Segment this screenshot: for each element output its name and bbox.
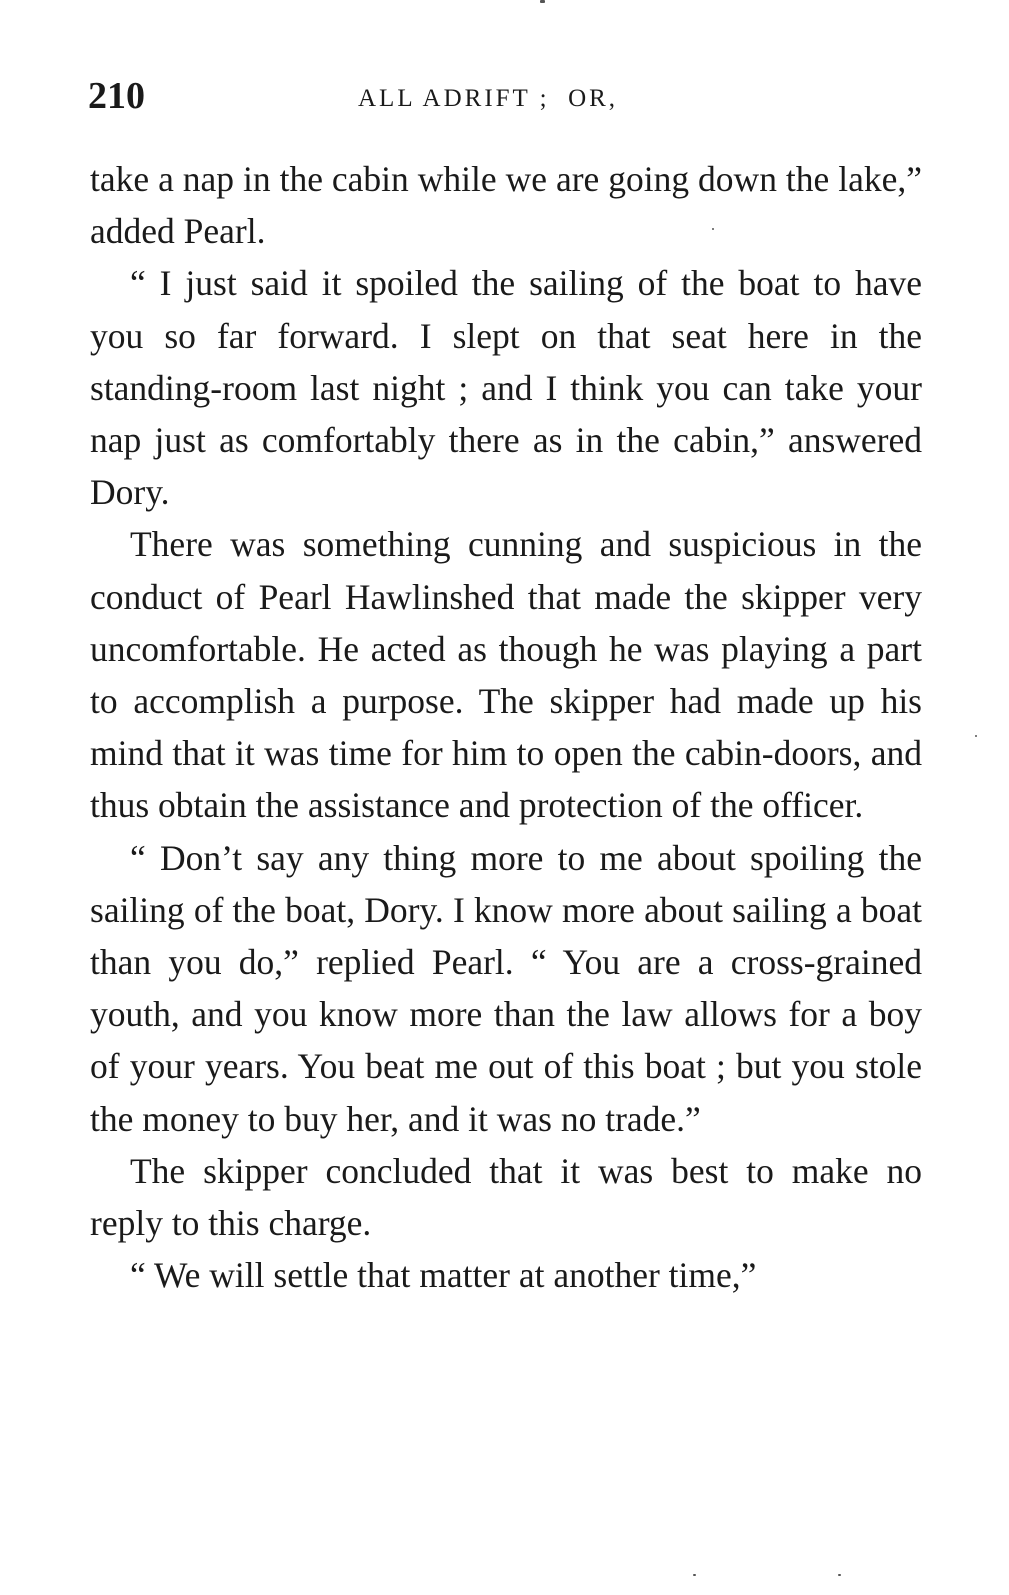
- scan-speck: [540, 0, 545, 3]
- running-head: [88, 74, 922, 118]
- paragraph-3: There was something cunning and suspicious in the conduct of Pearl Hawlinshed that made the skipper very uncomfortable. He acted as though he was playing a part to accomplish a purpose. The skipper had made up his mind that it was time for him to open the cabin-doors, and thus obtain the assistance and protection of the officer.: [90, 524, 922, 826]
- paragraph-4: “ Don’t say any thing more to me about spoiling the sailing of the boat, Dory. I know more about sailing a boat than you do,” replied Pearl. “ You are a cross-grained youth, and you know more than the law allows for a boy of your years. You beat me out of this boat ; but you stole the money to buy her, and it was no trade.”: [90, 837, 922, 1139]
- scan-speck: [712, 228, 714, 230]
- running-title: ALL ADRIFT ; OR,: [358, 85, 619, 112]
- paragraph-1: take a nap in the cabin while we are going down the lake,” added Pearl.: [90, 159, 922, 252]
- paragraph-6: “ We will settle that matter at another time,”: [130, 1255, 757, 1296]
- scan-speck: [838, 1574, 841, 1576]
- paragraph-5: The skipper concluded that it was best to make no reply to this charge.: [90, 1150, 922, 1244]
- scan-speck: [693, 1574, 696, 1576]
- paragraph-2: “ I just said it spoiled the sailing of the boat to have you so far forward. I slept on that seat here in the standing-room last night ; and I think you can take your nap just as comfortably there as in the cabin,” answered Dory.: [90, 263, 922, 513]
- scan-speck: [975, 735, 977, 737]
- page-number: 210: [88, 75, 145, 117]
- body-text: [90, 153, 922, 1301]
